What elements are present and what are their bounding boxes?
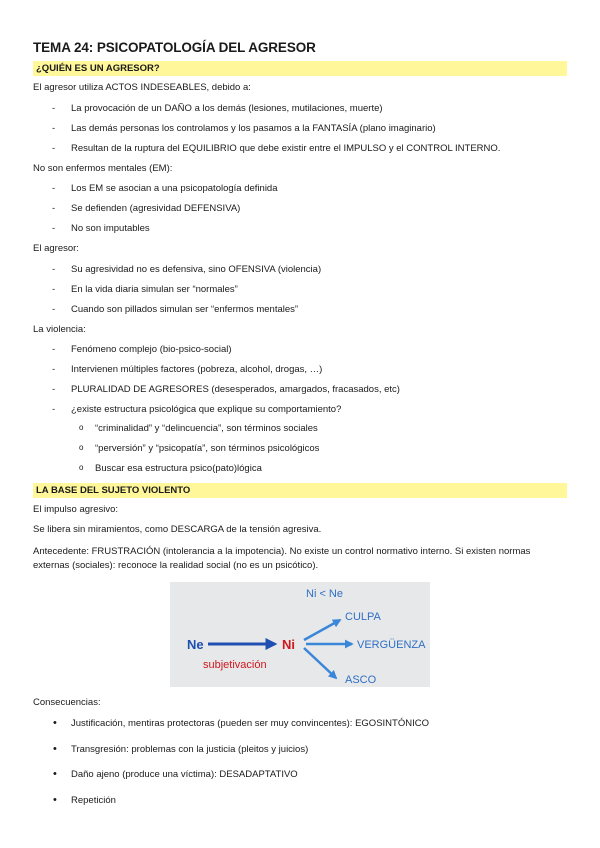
list-item-text: Las demás personas los controlamos y los pasamos a la FANTASÍA (plano imaginario) xyxy=(71,122,436,134)
culpa-label: CULPA xyxy=(345,610,381,623)
list-item xyxy=(33,183,567,195)
list-item-text: Resultan de la ruptura del EQUILIBRIO que debe existir entre el IMPULSO y el CONTROL INTERNO. xyxy=(71,142,501,154)
ni-label: Ni xyxy=(282,636,295,652)
libera-text: Se libera sin miramientos, como DESCARGA de la tensión agresiva. xyxy=(33,524,322,536)
asco-arrow xyxy=(304,648,336,678)
asco-label: ASCO xyxy=(345,673,377,686)
verguenza-label: VERGÜENZA xyxy=(357,638,426,651)
list-item-text: Transgresión: problemas con la justicia (pleitos y juicios) xyxy=(71,743,309,755)
list-item xyxy=(33,744,567,756)
sublist-item xyxy=(71,423,567,435)
circle-marker: o xyxy=(79,442,84,452)
list-item-text: La provocación de un DAÑO a los demás (lesiones, mutilaciones, muerte) xyxy=(71,102,383,114)
list-item-text: “perversión” y “psicopatía”, son términos psicológicos xyxy=(95,442,320,454)
antecedente-text: Antecedente: FRUSTRACIÓN (intolerancia a la impotencia). No existe un control normativo interno. Si existen normas externas (sociales): reconoce la realidad social (no es un psicótico). xyxy=(33,546,531,572)
dash-marker: - xyxy=(52,344,56,356)
list-item xyxy=(33,223,567,235)
list-item xyxy=(33,404,567,475)
list-item xyxy=(33,718,567,730)
list-item xyxy=(33,264,567,276)
list-item xyxy=(33,795,567,807)
culpa-arrow xyxy=(304,620,340,640)
document-page xyxy=(33,40,567,821)
dash-marker: - xyxy=(52,102,56,114)
dash-marker: - xyxy=(52,183,56,195)
list-item-text: Los EM se asocian a una psicopatología definida xyxy=(71,183,278,195)
list-item xyxy=(33,384,567,396)
violencia-list xyxy=(33,344,567,474)
dash-marker: - xyxy=(52,203,56,215)
list-item-text: Daño ajeno (produce una víctima): DESADAPTATIVO xyxy=(71,769,298,781)
dash-marker: - xyxy=(52,223,56,235)
bullet-marker: • xyxy=(53,794,57,807)
list-item-text: Buscar esa estructura psico(pato)lógica xyxy=(95,462,262,474)
dash-marker: - xyxy=(52,364,56,376)
list-item xyxy=(33,103,567,115)
violencia-heading: La violencia: xyxy=(33,323,86,335)
intro-list xyxy=(33,103,567,155)
dash-marker: - xyxy=(52,303,56,315)
consecuencias-heading: Consecuencias: xyxy=(33,696,101,708)
dash-marker: - xyxy=(52,283,56,295)
dash-marker: - xyxy=(52,142,56,154)
list-item-text: Fenómeno complejo (bio-psico-social) xyxy=(71,344,232,356)
section-heading-agresor: ¿QUIÉN ES UN AGRESOR? xyxy=(33,61,567,76)
subjetivacion-label: subjetivación xyxy=(203,658,267,671)
list-item-text: En la vida diaria simulan ser “normales” xyxy=(71,283,238,295)
list-item xyxy=(33,203,567,215)
shame-diagram xyxy=(170,582,430,687)
list-item-text: ¿existe estructura psicológica que explique su comportamiento? xyxy=(71,404,342,415)
impulso-text: El impulso agresivo: xyxy=(33,503,119,515)
diagram-svg xyxy=(170,582,430,687)
list-item-text: No son imputables xyxy=(71,223,150,235)
sublist-item xyxy=(71,463,567,475)
bullet-marker: • xyxy=(53,716,57,729)
dash-marker: - xyxy=(52,263,56,275)
list-item-text: Intervienen múltiples factores (pobreza, alcohol, drogas, …) xyxy=(71,364,323,376)
intro-text: El agresor utiliza ACTOS INDESEABLES, debido a: xyxy=(33,82,251,93)
list-item-text: Justificación, mentiras protectoras (pueden ser muy convincentes): EGOSINTÓNICO xyxy=(71,717,429,729)
list-item xyxy=(33,344,567,356)
list-item xyxy=(33,143,567,155)
agresor-list xyxy=(33,264,567,316)
consecuencias-list xyxy=(33,718,567,808)
dash-marker: - xyxy=(52,404,56,415)
ne-label: Ne xyxy=(187,636,204,652)
page-title: TEMA 24: PSICOPATOLOGÍA DEL AGRESOR xyxy=(33,40,316,55)
list-item-text: Su agresividad no es defensiva, sino OFENSIVA (violencia) xyxy=(71,263,322,275)
agresor-heading: El agresor: xyxy=(33,243,79,254)
list-item-text: PLURALIDAD DE AGRESORES (desesperados, amargados, fracasados, etc) xyxy=(71,384,400,396)
em-list xyxy=(33,183,567,235)
list-item xyxy=(33,123,567,135)
sublist-item xyxy=(71,443,567,455)
em-heading: No son enfermos mentales (EM): xyxy=(33,162,173,174)
circle-marker: o xyxy=(79,422,84,432)
list-item-text: Repetición xyxy=(71,795,116,807)
ni-less-ne-label: Ni < Ne xyxy=(306,587,343,600)
list-item-text: Cuando son pillados simulan ser “enfermos mentales” xyxy=(71,303,299,315)
dash-marker: - xyxy=(52,384,56,396)
list-item xyxy=(33,304,567,316)
bullet-marker: • xyxy=(53,768,57,781)
list-item xyxy=(33,364,567,376)
list-item xyxy=(33,769,567,781)
violencia-sublist xyxy=(71,423,567,475)
list-item-text: Se defienden (agresividad DEFENSIVA) xyxy=(71,203,241,215)
section-heading-base: LA BASE DEL SUJETO VIOLENTO xyxy=(33,483,567,498)
dash-marker: - xyxy=(52,122,56,134)
bullet-marker: • xyxy=(53,742,57,755)
list-item xyxy=(33,284,567,296)
list-item-text: “criminalidad” y “delincuencia”, son términos sociales xyxy=(95,422,318,434)
circle-marker: o xyxy=(79,462,84,472)
